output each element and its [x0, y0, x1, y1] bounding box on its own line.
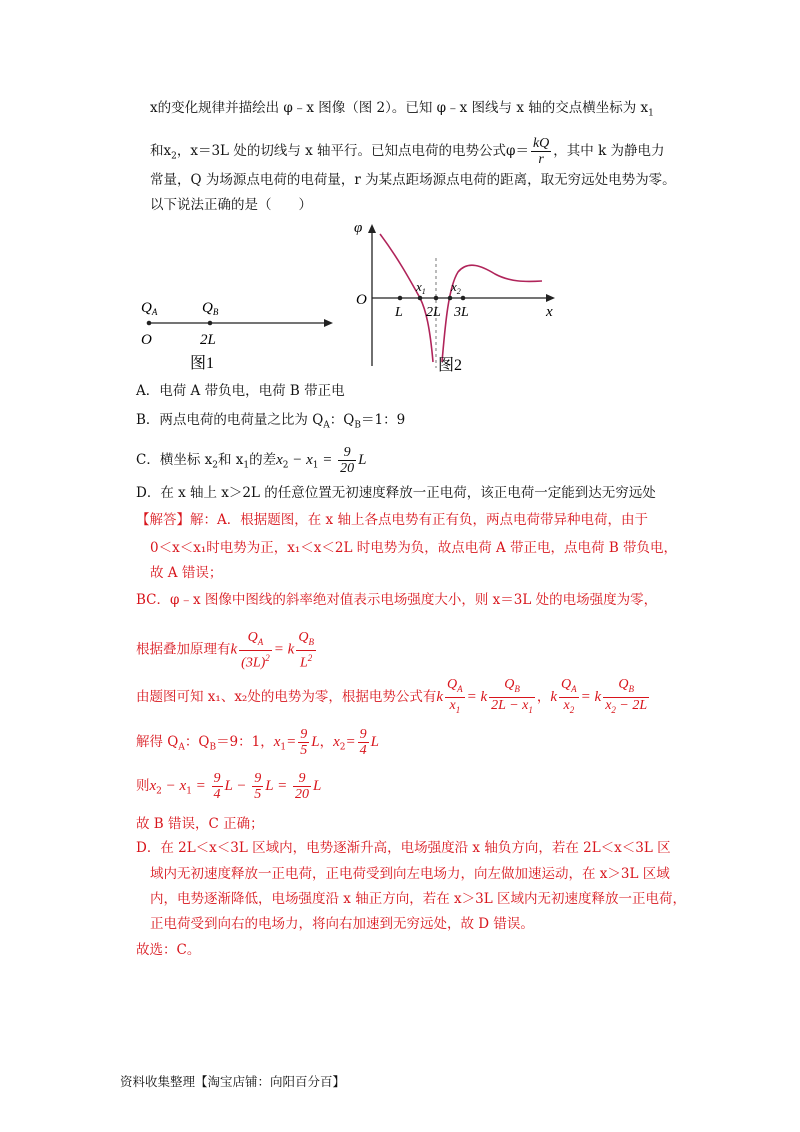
fig1-caption: 图1 [190, 355, 215, 372]
option-a: A．电荷 A 带负电，电荷 B 带正电 [136, 383, 345, 399]
fig1-arrow [324, 319, 333, 327]
fig1-origin: O [141, 332, 152, 348]
qb-label: $Q_B$ [202, 300, 219, 317]
x-arrow [546, 294, 555, 302]
problem-line-3: 常量，Q 为场源点电荷的电荷量，r 为某点距场源点电荷的距离，取无穷远处电势为零。 [150, 172, 676, 188]
phi-arrow [368, 224, 376, 233]
phi-label: φ [354, 220, 363, 236]
answer-line-8: 则$x_2 - x_1$ = $\frac{9}{4}$ L − $\frac{9}{5}$ L = $\frac{9}{20}$ L [136, 771, 322, 802]
page-footer: 资料收集整理【淘宝店铺：向阳百分百】 [120, 1074, 346, 1089]
option-b: B．两点电荷的电荷量之比为 $Q_A$：$Q_B=1$：9 [136, 412, 406, 431]
answer-line-7: 解得 $Q_A$：$Q_B=9$：1，$x_1=$ $\frac{9}{5}$ L，$x_2=$ $\frac{9}{4}$ L [136, 727, 379, 758]
answer-line-13: 正电荷受到向右的电场力，将向右加速到无穷远处，故 D 错误。 [150, 916, 534, 932]
answer-line-5: 根据叠加原理有k $\frac{Q_A}{(3L)^2}$ = k $\frac{Q_B}{L^2}$ [136, 630, 314, 671]
answer-line-10: D．在 2L＜x＜3L 区域内，电势逐渐升高，电场强度沿 x 轴负方向，若在 2L＜x＜3L 区 [136, 840, 671, 856]
x1-dot [418, 296, 423, 301]
figure-1 [135, 290, 345, 380]
tick-2l-label: 2L [426, 305, 441, 320]
fig2-x-label: x [546, 304, 553, 320]
x2-dot [448, 296, 453, 301]
charge-a-dot [147, 321, 152, 326]
tick-3l-label: 3L [454, 305, 469, 320]
charge-b-dot [208, 321, 213, 326]
figure-2 [350, 218, 570, 378]
x1-label: $x_1$ [416, 279, 426, 296]
answer-line-12: 内，电势逐渐降低，电场强度沿 x 轴正方向，若在 x＞3L 区域内无初速度释放一正电荷， [150, 891, 686, 907]
option-c: C．横坐标 $x_2$和 $x_1$的差$x_2 - x_1$ = $\frac{9}{20}$ L [136, 445, 367, 476]
answer-line-2: 0＜x＜x₁时电势为正，x₁＜x＜2L 时电势为负，故点电荷 A 带正电，点电荷 B 带负电， [150, 540, 678, 556]
problem-line-2: 和$x_2$，x＝3L 处的切线与 x 轴平行。已知点电荷的电势公式φ＝ $\frac{kQ}{r}$ ，其中 k 为静电力 [150, 136, 665, 167]
fig1-2l: 2L [200, 332, 216, 348]
tick-2l-dot [434, 296, 439, 301]
problem-line-1: x的变化规律并描绘出 φ﹣x 图像（图 2）。已知 φ﹣x 图线与 x 轴的交点横坐标为 $x_1$ [150, 100, 654, 119]
answer-line-9: 故 B 错误，C 正确； [136, 816, 264, 832]
answer-line-6: 由题图可知 x₁、x₂处的电势为零，根据电势公式有k $\frac{Q_A}{x_1}$ = k $\frac{Q_B}{2L - x_1}$ ，k $\frac{Q_A}{x_2}$ = k $\frac{Q_B}{x_2 - 2L}$ [136, 677, 648, 715]
answer-line-11: 域内无初速度释放一正电荷，正电荷受到向左电场力，向左做加速运动，在 x＞3L 区域 [150, 866, 670, 882]
answer-line-4: BC．φ﹣x 图像中图线的斜率绝对值表示电场强度大小，则 x＝3L 处的电场强度为零， [136, 592, 658, 608]
tick-l-dot [398, 296, 403, 301]
answer-line-1: 【解答】解：A．根据题图，在 x 轴上各点电势有正有负，两点电荷带异种电荷，由于 [136, 512, 648, 528]
problem-line-4: 以下说法正确的是（ ） [150, 197, 312, 213]
fig2-origin: O [356, 292, 367, 308]
qa-label: $Q_A$ [141, 300, 158, 317]
potential-formula: $\frac{kQ}{r}$ [532, 136, 550, 167]
x2-label: $x_2$ [451, 279, 461, 296]
option-d: D．在 x 轴上 x＞2L 的任意位置无初速度释放一正电荷，该正电荷一定能到达无穷远处 [136, 485, 656, 501]
tick-3l-dot [461, 296, 466, 301]
answer-line-14: 故选：C。 [136, 942, 201, 958]
fig2-caption: 图2 [438, 357, 463, 374]
answer-line-3: 故 A 错误； [150, 565, 223, 581]
tick-l-label: L [395, 305, 403, 320]
